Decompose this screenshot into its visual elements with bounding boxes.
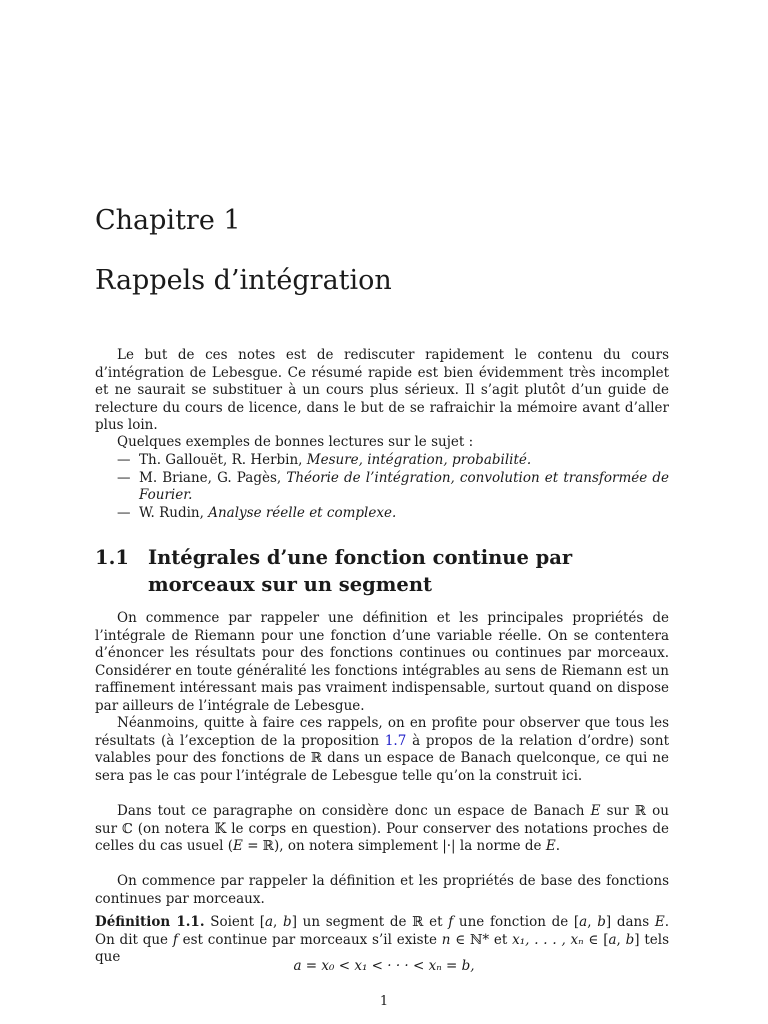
reference-title: Théorie de l’intégration, convolution et transformée de Fourier. <box>139 469 669 503</box>
paragraph-text: = ℝ), on notera simplement |·| la norme de <box>242 838 546 854</box>
reference-item <box>117 470 669 505</box>
chapter-title: Rappels d’intégration <box>95 265 392 296</box>
definition-text: ∈ ℕ* et <box>450 931 513 948</box>
definition-text: ] un segment de ℝ et <box>291 914 449 930</box>
math-symbol: a <box>264 914 274 930</box>
section-paragraph-4: On commence par rappeler la définition et les propriétés de base des fonctions continues par morceaux. <box>95 873 669 907</box>
math-symbol: a <box>608 931 617 948</box>
reference-item <box>117 452 669 470</box>
math-symbol: f <box>172 931 178 948</box>
definition-text: Soient [ <box>204 914 265 930</box>
definition-text: ] tels que <box>95 931 670 965</box>
reference-title: Analyse réelle et complexe. <box>208 504 397 521</box>
definition-text: , <box>587 914 598 930</box>
definition-text: ] dans <box>605 914 655 930</box>
list-dash: — <box>117 452 131 468</box>
reference-title: Mesure, intégration, probabilité. <box>306 452 532 468</box>
display-formula: a = x₀ < x₁ < · · · < xₙ = b, <box>293 958 475 974</box>
paragraph-text: sur ℝ ou sur ℂ (on notera 𝕂 le corps en question). Pour conserver des notations proches de celles du cas usuel ( <box>95 803 670 854</box>
reference-authors: M. Briane, G. Pagès, <box>139 469 287 486</box>
math-symbol: E <box>654 914 665 930</box>
math-symbol: E <box>590 803 601 819</box>
definition-text: , <box>616 931 626 948</box>
reference-authors: W. Rudin, <box>139 504 209 521</box>
paragraph-text: Dans tout ce paragraphe on considère donc un espace de Banach <box>117 803 591 819</box>
math-symbol: f <box>448 914 454 930</box>
section-title: Intégrales d’une fonction continue par morceaux sur un segment <box>148 546 573 596</box>
paragraph-text: à propos de la relation d’ordre) sont valables pour des fonctions de ℝ dans un espace de Banach quelconque, ce qui ne sera pas le cas pour l’intégrale de Lebesgue telle qu’on la construit ici. <box>95 732 670 784</box>
section-number: 1.1 <box>95 546 129 569</box>
reference-item <box>117 505 669 523</box>
definition-text: ∈ [ <box>583 931 609 948</box>
readings-intro: Quelques exemples de bonnes lectures sur le sujet : <box>117 434 474 450</box>
chapter-label: Chapitre 1 <box>95 205 241 236</box>
paragraph-text: Néanmoins, quitte à faire ces rappels, on en profite pour observer que tous les résultats (à l’exception de la proposition <box>95 715 669 749</box>
definition-label: Définition 1.1. <box>95 914 205 930</box>
page-number: 1 <box>379 994 389 1009</box>
section-paragraph-3 <box>95 803 669 856</box>
reference-list <box>117 452 669 522</box>
math-symbol: b <box>597 914 606 930</box>
definition-text: . On dit que <box>95 914 669 948</box>
section-paragraph-1: On commence par rappeler une définition et les principales propriétés de l’intégrale de Riemann pour une fonction d’une variable réelle. On se contentera d’énoncer les résultats pour des fonctions continues ou continues par morceaux. Considérer en toute généralité les fonctions intégrables au sens de Riemann est un raffinement intéressant mais pas vraiment indispensable, surtout quand on dispose par ailleurs de l’intégrale de Lebesgue. <box>95 610 669 714</box>
list-dash: — <box>117 469 131 486</box>
math-symbol: E <box>545 838 556 854</box>
definition-text: est continue par morceaux s’il existe <box>177 931 442 948</box>
reference-authors: Th. Gallouët, R. Herbin, <box>139 452 307 468</box>
paragraph-text: . <box>555 838 560 854</box>
proposition-link[interactable]: 1.7 <box>384 732 407 749</box>
list-dash: — <box>117 504 131 521</box>
math-symbol: x₁, . . . , xₙ <box>512 931 584 948</box>
math-symbol: E <box>233 838 243 854</box>
section-paragraph-2 <box>95 715 669 785</box>
math-symbol: b <box>625 931 635 948</box>
definition-text: , <box>273 914 284 930</box>
math-symbol: n <box>441 931 451 948</box>
intro-paragraph: Le but de ces notes est de rediscuter rapidement le contenu du cours d’intégration de Lebesgue. Ce résumé rapide est bien évidemment très incomplet et ne saurait se substituer à un cours plus sérieux. Il s’agit plutôt d’un guide de relecture du cours de licence, dans le but de se rafraichir la mémoire avant d’aller plus loin. <box>95 347 669 433</box>
math-symbol: b <box>283 914 292 930</box>
definition-text: une fonction de [ <box>453 914 580 930</box>
section-heading <box>95 544 685 598</box>
math-symbol: a <box>579 914 588 930</box>
